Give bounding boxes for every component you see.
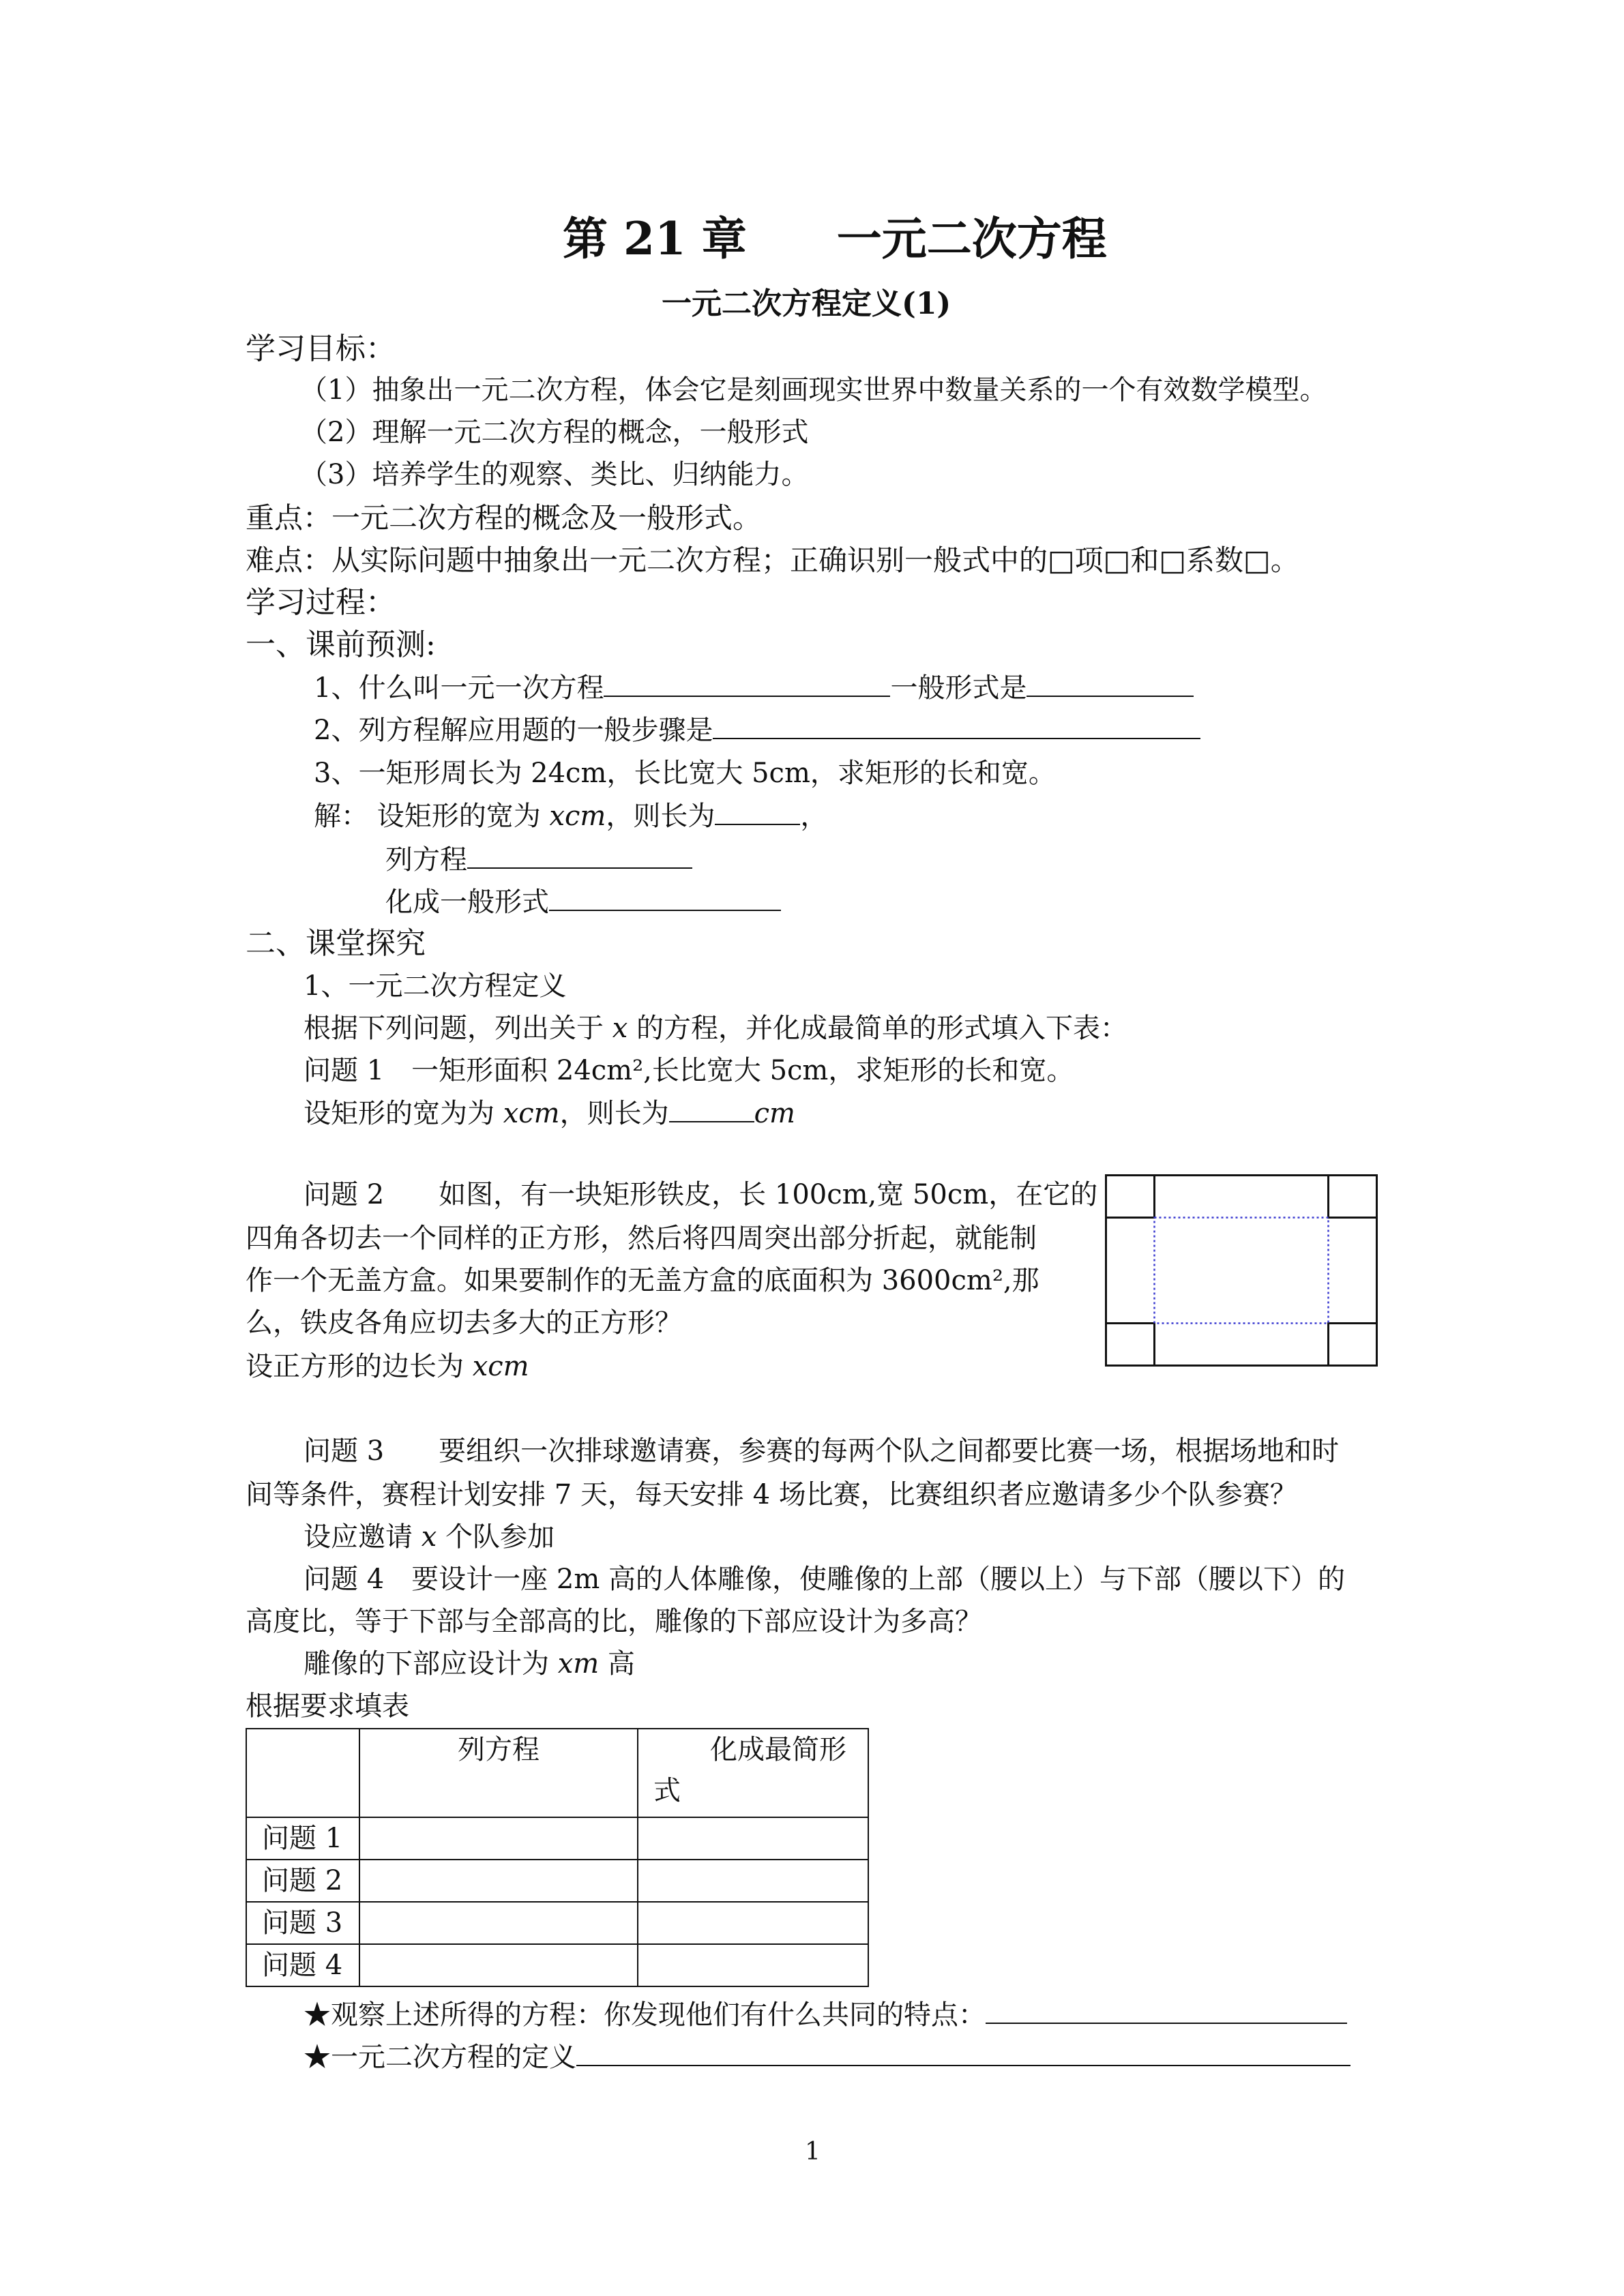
preview-q3: 3、一矩形周长为 24cm，长比宽大 5cm，求矩形的长和宽。	[314, 758, 1056, 789]
equation-cell[interactable]	[359, 1902, 638, 1944]
preview-heading: 一、课前预测:	[246, 627, 436, 662]
table-row	[246, 1860, 868, 1902]
row-label: 问题 3	[246, 1902, 359, 1944]
problem-3-line-2: 间等条件，赛程计划安排 7 天，每天安排 4 场比赛，比赛组织者应邀请多少个队参赛？	[246, 1479, 1297, 1510]
blank-definition[interactable]	[604, 670, 890, 697]
problem-2-setup: 设正方形的边长为 xcm	[246, 1351, 529, 1382]
corner-square-bottom-right	[1329, 1324, 1377, 1366]
problem-4-line-2: 高度比，等于下部与全部高的比，雕像的下部应设计为多高？	[246, 1606, 982, 1637]
blank-p1-length[interactable]	[669, 1095, 754, 1122]
equation-cell[interactable]	[359, 1944, 638, 1986]
iron-sheet-diagram	[1105, 1174, 1378, 1367]
corner-square-top-left	[1106, 1176, 1155, 1218]
process-heading: 学习过程：	[246, 585, 396, 620]
problem-1-setup: 设矩形的宽为为 xcm，则长为 cm	[304, 1095, 795, 1131]
chapter-title: 第 21 章 一元二次方程	[563, 212, 1107, 265]
sheet-outline	[1106, 1176, 1377, 1366]
explore-heading: 二、课堂探究	[246, 926, 426, 961]
problem-2-line-1: 问题 2 如图，有一块矩形铁皮，长 100cm,宽 50cm，在它的	[304, 1179, 1098, 1210]
table-header-cell: 化成最简形 式	[638, 1729, 868, 1817]
explore-intro: 根据下列问题，列出关于 x 的方程，并化成最简单的形式填入下表：	[304, 1013, 1127, 1044]
lesson-subtitle: 一元二次方程定义(1)	[662, 286, 951, 321]
key-point: 重点：一元二次方程的概念及一般形式。	[246, 501, 762, 535]
preview-equation: 列方程	[385, 841, 692, 878]
equation-cell[interactable]	[359, 1817, 638, 1860]
equation-cell[interactable]	[359, 1860, 638, 1902]
box-base-dotted	[1155, 1218, 1329, 1324]
goals-heading: 学习目标：	[246, 331, 396, 366]
table-row	[246, 1902, 868, 1944]
answer-table	[246, 1728, 869, 1987]
blank-equation[interactable]	[467, 841, 692, 869]
blank-definition-text[interactable]	[576, 2039, 1350, 2066]
definition-prompt: ★一元二次方程的定义	[304, 2039, 1350, 2075]
problem-4-setup: 雕像的下部应设计为 xm 高	[304, 1648, 635, 1680]
goal-1: （1）抽象出一元二次方程，体会它是刻画现实世界中数量关系的一个有效数学模型。	[300, 374, 1327, 406]
goal-2: （2）理解一元二次方程的概念，一般形式	[300, 417, 809, 448]
observe-prompt: ★观察上述所得的方程：你发现他们有什么共同的特点：	[304, 1997, 1347, 2033]
row-label: 问题 1	[246, 1817, 359, 1860]
simplified-cell[interactable]	[638, 1817, 868, 1860]
problem-2-line-3: 作一个无盖方盒。如果要制作的无盖方盒的底面积为 3600cm²,那	[246, 1265, 1039, 1296]
table-row	[246, 1817, 868, 1860]
corner-square-top-right	[1329, 1176, 1377, 1218]
blank-common-feature[interactable]	[986, 1997, 1347, 2024]
problem-2-line-2: 四角各切去一个同样的正方形，然后将四周突出部分折起，就能制	[246, 1223, 1037, 1254]
blank-length[interactable]	[715, 798, 800, 825]
table-header-cell	[246, 1729, 359, 1817]
goal-3: （3）培养学生的观察、类比、归纳能力。	[300, 459, 809, 490]
problem-1: 问题 1 一矩形面积 24cm²,长比宽大 5cm，求矩形的长和宽。	[304, 1055, 1074, 1086]
simplified-cell[interactable]	[638, 1902, 868, 1944]
preview-solution: 解： 设矩形的宽为 xcm，则长为 ，	[314, 798, 827, 834]
corner-square-bottom-left	[1106, 1324, 1155, 1366]
problem-3-setup: 设应邀请 x 个队参加	[304, 1521, 555, 1553]
page-number: 1	[805, 2138, 821, 2166]
preview-general: 化成一般形式	[385, 884, 781, 920]
problem-2-line-4: 么，铁皮各角应切去多大的正方形？	[246, 1307, 682, 1339]
difficulty: 难点：从实际问题中抽象出一元二次方程；正确识别一般式中的□项□和□系数□。	[246, 543, 1299, 577]
problem-4-line-1: 问题 4 要设计一座 2m 高的人体雕像，使雕像的上部（腰以上）与下部（腰以下）的	[304, 1564, 1345, 1595]
simplified-cell[interactable]	[638, 1944, 868, 1986]
row-label: 问题 2	[246, 1860, 359, 1902]
blank-steps[interactable]	[713, 712, 1200, 739]
preview-q2: 2、列方程解应用题的一般步骤是	[314, 712, 1200, 748]
blank-general-form[interactable]	[1027, 670, 1194, 697]
table-caption: 根据要求填表	[246, 1690, 409, 1722]
table-header-cell: 列方程	[359, 1729, 638, 1817]
preview-q1: 1、什么叫一元一次方程 一般形式是	[314, 670, 1194, 706]
problem-3-line-1: 问题 3 要组织一次排球邀请赛，参赛的每两个队之间都要比赛一场，根据场地和时	[304, 1435, 1340, 1467]
row-label: 问题 4	[246, 1944, 359, 1986]
table-header-row	[246, 1729, 868, 1817]
explore-sub1: 1、一元二次方程定义	[304, 970, 567, 1002]
table-row	[246, 1944, 868, 1986]
blank-general[interactable]	[549, 884, 781, 911]
simplified-cell[interactable]	[638, 1860, 868, 1902]
